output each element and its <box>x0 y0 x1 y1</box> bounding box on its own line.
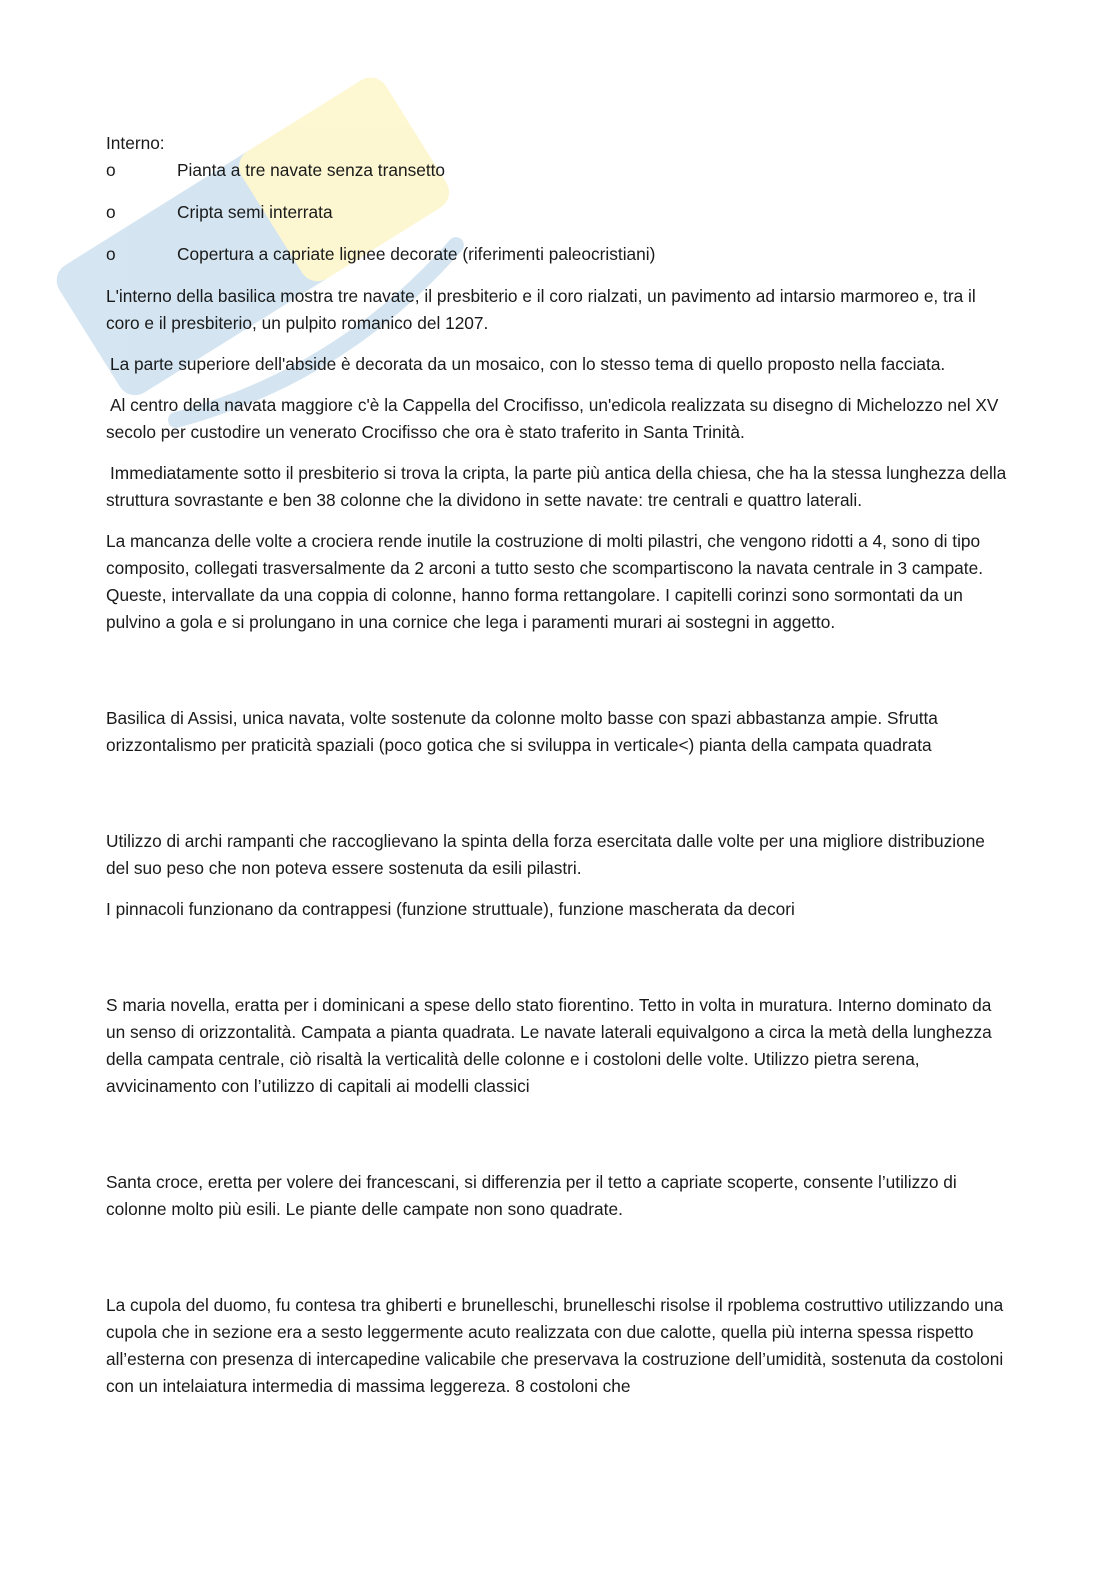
list-item-text: Copertura a capriate lignee decorate (riferimenti paleocristiani) <box>177 244 656 264</box>
list-item-text: Cripta semi interrata <box>177 202 333 222</box>
paragraph-chapel: Al centro della navata maggiore c'è la Cappella del Crocifisso, un'edicola realizzata su disegno di Michelozzo nel XV secolo per custodire un venerato Crocifisso che ora è stato traferito in Santa Trinità. <box>106 395 999 442</box>
bullet-marker: o <box>106 160 116 180</box>
paragraph-flying-buttresses: Utilizzo di archi rampanti che raccoglievano la spinta della forza esercitata dalle volte per una migliore distribuzione del suo peso che non poteva essere sostenuta da esili pilastri. <box>106 831 985 878</box>
bullet-marker: o <box>106 244 116 264</box>
paragraph-interior: L'interno della basilica mostra tre navate, il presbiterio e il coro rialzati, un pavimento ad intarsio marmoreo e, tra il coro e il presbiterio, un pulpito romanico del 1207. <box>106 286 976 333</box>
list-item <box>106 241 1010 268</box>
paragraph-assisi: Basilica di Assisi, unica navata, volte sostenute da colonne molto basse con spazi abbastanza ampie. Sfrutta orizzontalismo per praticità spaziali (poco gotica che si sviluppa in verticale<) pianta della campata quadrata <box>106 708 938 755</box>
list-item <box>106 157 1010 184</box>
feature-list <box>106 157 1010 268</box>
list-item <box>106 199 1010 226</box>
paragraph-pinnacles: I pinnacoli funzionano da contrappesi (funzione struttuale), funzione mascherata da decori <box>106 899 795 919</box>
bullet-marker: o <box>106 202 116 222</box>
paragraph-pillars: La mancanza delle volte a crociera rende inutile la costruzione di molti pilastri, che vengono ridotti a 4, sono di tipo composito, collegati trasversalmente da 2 arconi a tutto sesto che scompartiscono la navata centrale in 3 campate. Queste, intervallate da una coppia di colonne, hanno forma rettangolare. I capitelli corinzi sono sormontati da un pulvino a gola e si prolungano in una cornice che lega i paramenti murari ai sostegni in aggetto. <box>106 531 984 632</box>
section-heading: Interno: <box>106 133 165 153</box>
paragraph-duomo-dome: La cupola del duomo, fu contesa tra ghiberti e brunelleschi, brunelleschi risolse il rpoblema costruttivo utilizzando una cupola che in sezione era a sesto leggermente acuto realizzata con due calotte, quella più interna spessa rispetto all’esterna con presenza di intercapedine valicabile che preservava la costruzione dell’umidità, sostenuta da costoloni con un intelaiatura intermedia di massima leggereza. 8 costoloni che <box>106 1295 1004 1396</box>
paragraph-santa-maria-novella: S maria novella, eratta per i dominicani a spese dello stato fiorentino. Tetto in volta in muratura. Interno dominato da un senso di orizzontalità. Campata a pianta quadrata. Le navate laterali equivalgono a circa la metà della lunghezza della campata centrale, ciò risaltà la verticalità delle colonne e i costoloni delle volte. Utilizzo pietra serena, avvicinamento con l’utilizzo di capitali ai modelli classici <box>106 995 992 1096</box>
paragraph-santa-croce: Santa croce, eretta per volere dei francescani, si differenzia per il tetto a capriate scoperte, consente l’utilizzo di colonne molto più esili. Le piante delle campate non sono quadrate. <box>106 1172 957 1219</box>
paragraph-apse: La parte superiore dell'abside è decorata da un mosaico, con lo stesso tema di quello proposto nella facciata. <box>110 354 946 374</box>
paragraph-crypt: Immediatamente sotto il presbiterio si trova la cripta, la parte più antica della chiesa, che ha la stessa lunghezza della struttura sovrastante e ben 38 colonne che la dividono in sette navate: tre centrali e quattro laterali. <box>106 463 1007 510</box>
list-item-text: Pianta a tre navate senza transetto <box>177 160 446 180</box>
document-page <box>106 130 1010 1400</box>
